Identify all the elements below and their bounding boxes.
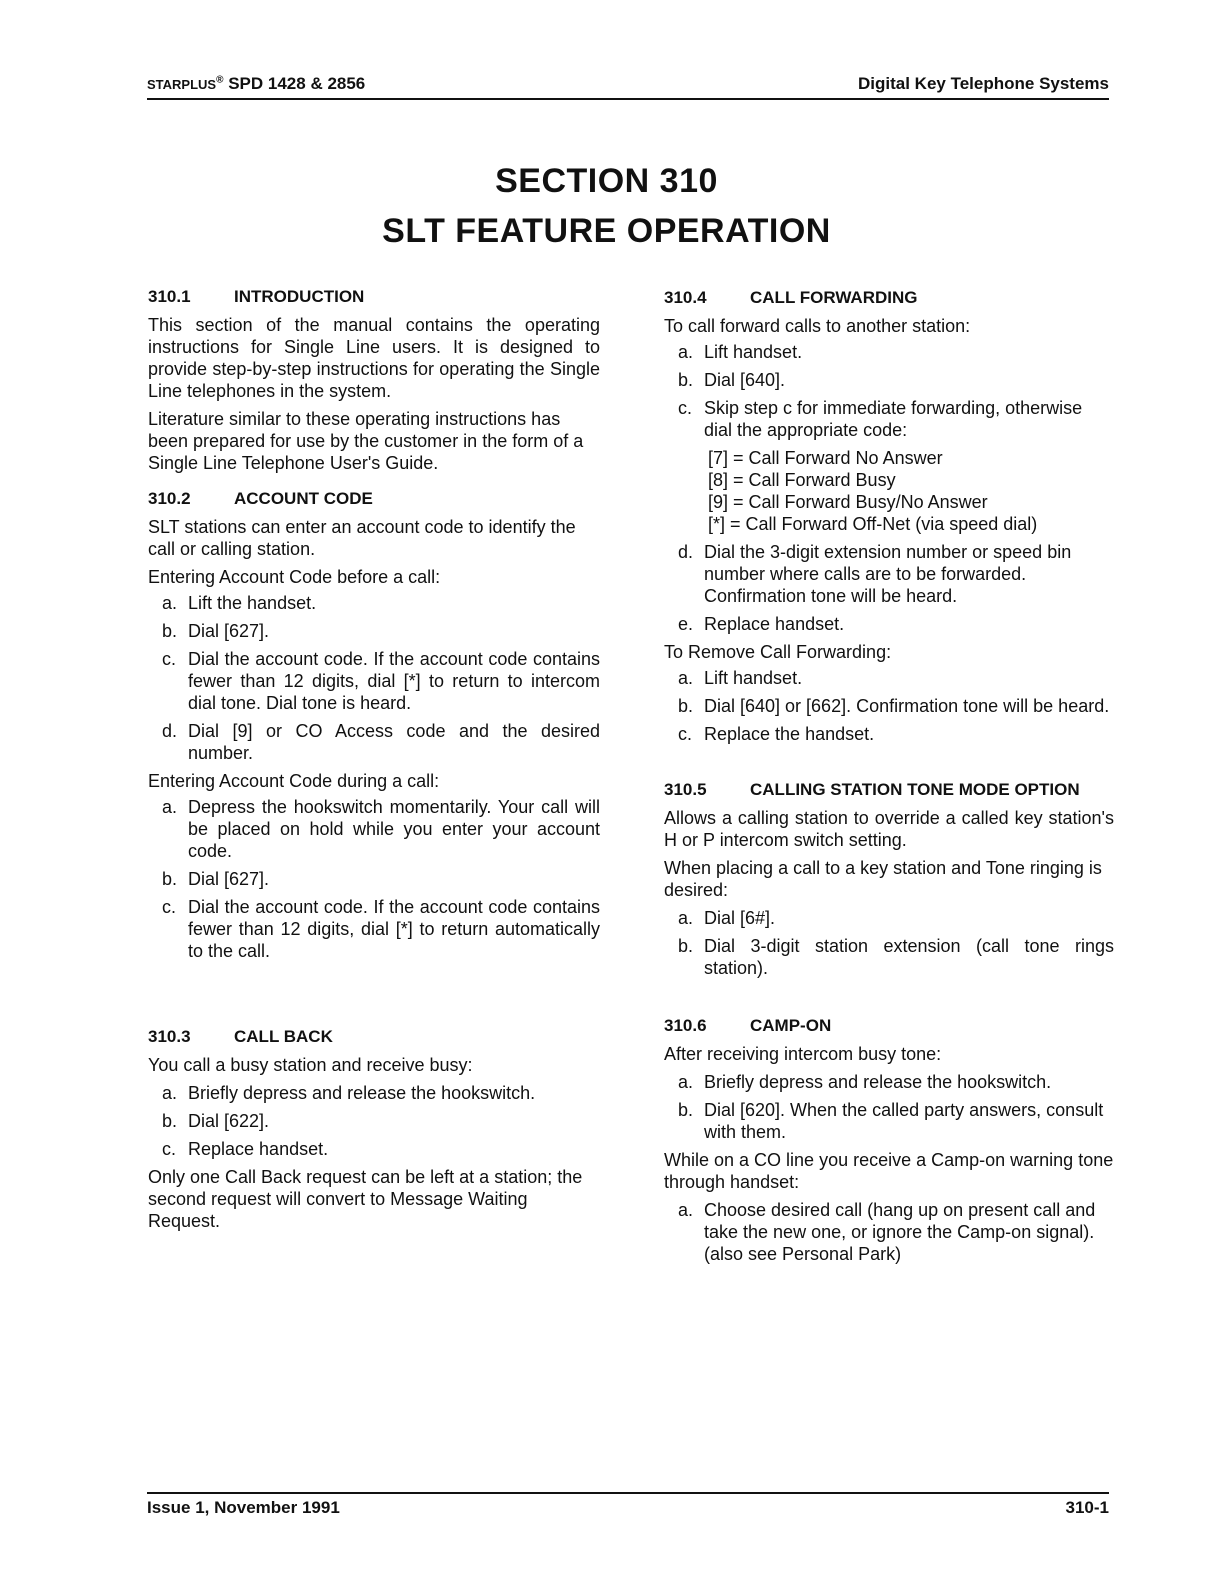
step-text: Lift handset. <box>704 668 803 688</box>
step-list <box>664 541 1114 635</box>
step-list <box>664 1071 1114 1143</box>
step-letter: e. <box>678 614 694 634</box>
step-letter: b. <box>678 696 694 716</box>
list-item <box>148 796 600 862</box>
step-letter: c. <box>678 398 693 418</box>
step-letter: d. <box>162 721 178 741</box>
step-letter: d. <box>678 542 694 562</box>
list-item <box>664 907 1114 929</box>
step-letter: a. <box>678 342 694 362</box>
section-heading: INTRODUCTION <box>234 287 365 306</box>
step-text: Dial [6#]. <box>704 908 776 928</box>
step-list <box>664 667 1114 745</box>
section-number: 310.5 <box>664 780 707 799</box>
step-text: Dial the account code. If the account code contains fewer than 12 digits, dial [*] to return automatically to the call. <box>188 897 600 961</box>
step-letter: b. <box>678 370 694 390</box>
list-item <box>664 1199 1114 1265</box>
step-text: Depress the hookswitch momentarily. Your call will be placed on hold while you enter your account code. <box>188 797 600 861</box>
step-text: Dial [627]. <box>188 869 270 889</box>
list-item <box>148 648 600 714</box>
list-item <box>664 613 1114 635</box>
step-letter: a. <box>678 668 694 688</box>
step-text: Lift handset. <box>704 342 803 362</box>
paragraph: After receiving intercom busy tone: <box>664 1044 942 1064</box>
step-text: Briefly depress and release the hookswitch. <box>704 1072 1052 1092</box>
list-item <box>148 896 600 962</box>
step-list <box>664 907 1114 979</box>
step-text: Skip step c for immediate forwarding, otherwise dial the appropriate code: <box>704 398 1083 440</box>
forward-code: [9] = Call Forward Busy/No Answer <box>708 492 988 512</box>
section-heading: CAMP-ON <box>750 1016 832 1035</box>
step-list <box>148 796 600 962</box>
section-heading: CALL BACK <box>234 1027 333 1046</box>
page-number: 310-1 <box>1065 1498 1109 1517</box>
step-text: Dial 3-digit station extension (call tone rings station). <box>704 936 1114 978</box>
paragraph: Allows a calling station to override a called key station's H or P intercom switch setting. <box>664 808 1114 850</box>
header-model: SPD 1428 & 2856 <box>228 74 366 93</box>
header-brand: STARPLUS <box>147 77 217 92</box>
page-footer <box>147 1492 1109 1524</box>
paragraph: To call forward calls to another station: <box>664 316 971 336</box>
forward-code: [*] = Call Forward Off-Net (via speed dial) <box>708 514 1038 534</box>
step-text: Dial [620]. When the called party answers, consult with them. <box>704 1100 1104 1142</box>
step-list <box>664 1199 1114 1265</box>
step-letter: b. <box>162 1111 178 1131</box>
list-item <box>148 1138 600 1160</box>
issue-date: Issue 1, November 1991 <box>147 1498 340 1517</box>
step-letter: b. <box>678 1100 694 1120</box>
header-subject: Digital Key Telephone Systems <box>858 74 1109 93</box>
list-item <box>664 369 1114 391</box>
list-item <box>148 720 600 764</box>
list-item <box>148 1082 600 1104</box>
list-item <box>148 868 600 890</box>
section-number: 310.3 <box>148 1027 191 1046</box>
step-text: Lift the handset. <box>188 593 317 613</box>
forward-code-list <box>664 447 1114 535</box>
step-letter: a. <box>678 908 694 928</box>
subheading: Entering Account Code before a call: <box>148 567 441 587</box>
step-letter: c. <box>162 897 177 917</box>
step-letter: a. <box>678 1072 694 1092</box>
step-text: Choose desired call (hang up on present call and take the new one, or ignore the Camp-on signal). (also see Personal Park) <box>704 1200 1096 1264</box>
page-header <box>147 74 1109 100</box>
step-text: Dial [9] or CO Access code and the desired number. <box>188 721 600 763</box>
section-subtitle: SLT FEATURE OPERATION <box>382 212 831 250</box>
step-letter: b. <box>678 936 694 956</box>
step-list <box>148 592 600 764</box>
step-text: Dial the 3-digit extension number or speed bin number where calls are to be forwarded. Confirmation tone will be heard. <box>704 542 1072 606</box>
step-list <box>148 1082 600 1160</box>
section-heading: CALL FORWARDING <box>750 288 918 307</box>
list-item <box>664 723 1114 745</box>
paragraph: Literature similar to these operating instructions has been prepared for use by the customer in the form of a Single Line Telephone User's Guide. <box>148 409 584 473</box>
list-item <box>664 695 1114 717</box>
registered-mark: ® <box>216 74 224 86</box>
paragraph: This section of the manual contains the operating instructions for Single Line users. It is designed to provide step-by-step instructions for operating the Single Line telephones in the system. <box>148 315 600 401</box>
step-list <box>664 341 1114 441</box>
right-column <box>664 287 1114 1271</box>
paragraph: Only one Call Back request can be left at a station; the second request will convert to Message Waiting Request. <box>148 1167 583 1231</box>
section-heading: ACCOUNT CODE <box>234 489 373 508</box>
heading-calling-station-tone-mode <box>664 779 1114 801</box>
section-title: SECTION 310 <box>495 162 718 200</box>
subheading: Entering Account Code during a call: <box>148 771 440 791</box>
step-letter: b. <box>162 621 178 641</box>
step-letter: c. <box>162 649 177 669</box>
step-letter: a. <box>162 593 178 613</box>
subheading: To Remove Call Forwarding: <box>664 642 892 662</box>
list-item <box>664 935 1114 979</box>
step-letter: a. <box>678 1200 694 1220</box>
header-product <box>147 74 365 94</box>
step-text: Dial [640]. <box>704 370 786 390</box>
list-item <box>664 1099 1114 1143</box>
step-letter: c. <box>678 724 693 744</box>
list-item <box>664 541 1114 607</box>
step-letter: b. <box>162 869 178 889</box>
step-text: Dial [627]. <box>188 621 270 641</box>
left-column <box>148 286 600 1238</box>
paragraph: While on a CO line you receive a Camp-on warning tone through handset: <box>664 1150 1114 1192</box>
step-text: Replace the handset. <box>704 724 875 744</box>
heading-account-code <box>148 488 600 510</box>
section-heading: CALLING STATION TONE MODE OPTION <box>750 780 1080 799</box>
heading-introduction <box>148 286 600 308</box>
list-item <box>148 1110 600 1132</box>
list-item <box>148 592 600 614</box>
heading-camp-on <box>664 1015 1114 1037</box>
step-text: Dial [640] or [662]. Confirmation tone will be heard. <box>704 696 1110 716</box>
paragraph: You call a busy station and receive busy: <box>148 1055 473 1075</box>
list-item <box>664 341 1114 363</box>
step-letter: c. <box>162 1139 177 1159</box>
heading-call-back <box>148 1026 600 1048</box>
step-text: Replace handset. <box>704 614 845 634</box>
section-number: 310.4 <box>664 288 707 307</box>
step-text: Dial the account code. If the account code contains fewer than 12 digits, dial [*] to return to intercom dial tone. Dial tone is heard. <box>188 649 600 713</box>
step-letter: a. <box>162 797 178 817</box>
step-letter: a. <box>162 1083 178 1103</box>
list-item <box>664 667 1114 689</box>
section-number: 310.2 <box>148 489 191 508</box>
list-item <box>664 397 1114 441</box>
heading-call-forwarding <box>664 287 1114 309</box>
forward-code: [7] = Call Forward No Answer <box>708 448 943 468</box>
section-number: 310.6 <box>664 1016 707 1035</box>
paragraph: SLT stations can enter an account code to identify the call or calling station. <box>148 517 576 559</box>
list-item <box>148 620 600 642</box>
forward-code: [8] = Call Forward Busy <box>708 470 896 490</box>
list-item <box>664 1071 1114 1093</box>
step-text: Replace handset. <box>188 1139 329 1159</box>
step-text: Dial [622]. <box>188 1111 270 1131</box>
paragraph: When placing a call to a key station and Tone ringing is desired: <box>664 858 1102 900</box>
step-text: Briefly depress and release the hookswitch. <box>188 1083 536 1103</box>
section-number: 310.1 <box>148 287 191 306</box>
